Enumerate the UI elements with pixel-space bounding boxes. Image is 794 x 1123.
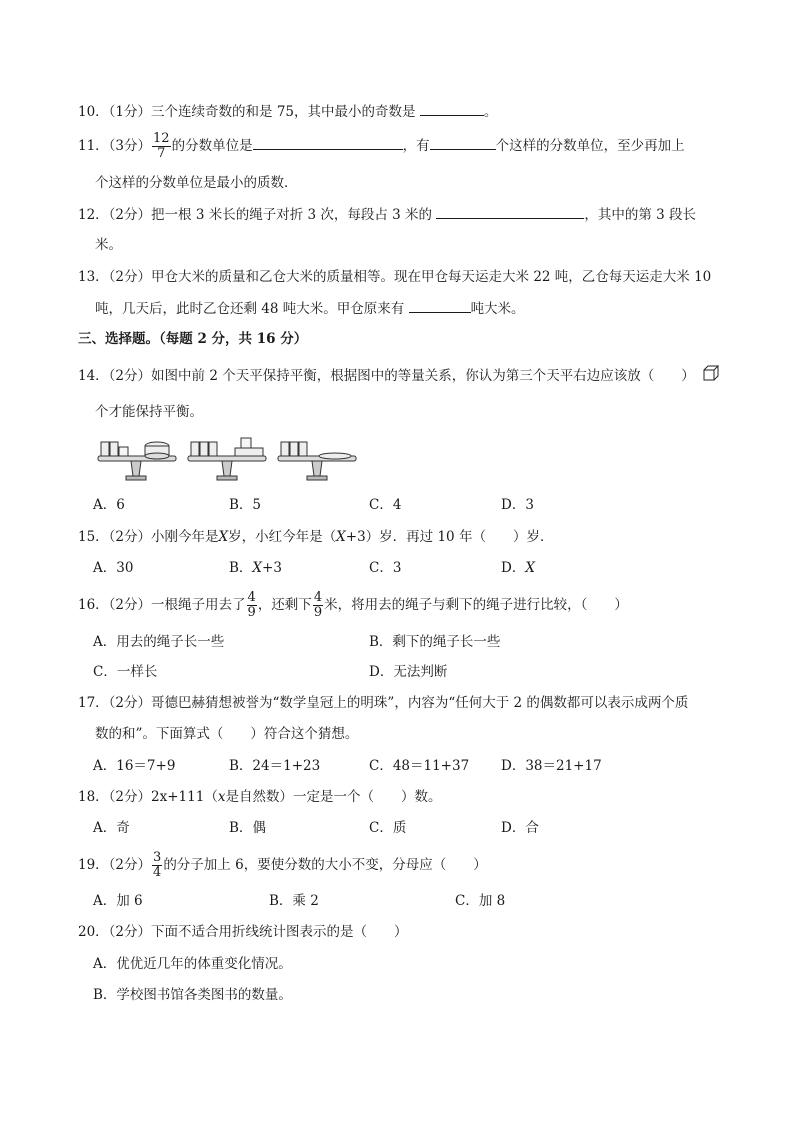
question-text: 是自然数）一定是一个（ ）数。 [225, 789, 442, 805]
question-text: 吨大米。 [470, 301, 525, 317]
question-text: ，有 [402, 138, 430, 154]
option-a[interactable]: A．30 [93, 560, 134, 576]
option-b[interactable]: B．乘 2 [269, 893, 319, 909]
question-text: 的分子加上 6，要使分数的大小不变，分母应（ ） [163, 857, 487, 873]
option-a[interactable]: A．优优近几年的体重变化情况。 [93, 956, 292, 972]
answer-blank[interactable] [253, 135, 403, 150]
question-text: 下面不适合用折线统计图表示的是（ ） [151, 924, 408, 940]
option-c[interactable]: C．4 [369, 497, 402, 513]
question-16 [78, 591, 628, 620]
option-a[interactable]: A．用去的绳子长一些 [93, 634, 225, 650]
question-11 [78, 132, 685, 161]
answer-blank[interactable] [420, 101, 484, 116]
fraction: $\frac{12}{7}$ [153, 131, 170, 161]
question-12 [78, 204, 696, 225]
variable: x [217, 789, 226, 805]
question-text: 哥德巴赫猜想被誉为“数学皇冠上的明珠”，内容为“任何大于 2 的偶数都可以表示成两个质 [151, 695, 689, 711]
question-text: ，还剩下 [257, 597, 312, 613]
answer-blank[interactable] [430, 135, 496, 150]
question-14-cont: 个才能保持平衡。 [95, 404, 203, 420]
question-14 [78, 366, 695, 386]
option-b[interactable]: B．24＝1+23 [229, 758, 321, 774]
question-18 [78, 787, 441, 807]
option-b[interactable]: B．学校图书馆各类图书的数量。 [93, 987, 292, 1003]
question-text: ，其中的第 3 段长 [584, 207, 697, 223]
question-text: 甲仓大米的质量和乙仓大米的质量相等。现在甲仓每天运走大米 22 吨，乙仓每天运走大米 10 [151, 269, 712, 285]
option-d[interactable]: D．X [501, 560, 535, 576]
question-number: 18．（2分） [78, 789, 152, 805]
variable: X [218, 529, 229, 545]
question-number: 14．（2分） [78, 368, 152, 384]
question-text: 米，将用去的绳子与剩下的绳子进行比较，（ ） [324, 597, 628, 613]
question-10 [78, 101, 497, 122]
question-11-cont: 个这样的分数单位是最小的质数． [95, 175, 298, 191]
question-text: 一根绳子用去了 [151, 597, 246, 613]
question-number: 19．（2分） [78, 857, 152, 873]
question-text: 的分数单位是 [171, 138, 253, 154]
option-d[interactable]: D．无法判断 [369, 664, 448, 680]
variable: X [336, 529, 346, 545]
option-b[interactable]: B．X+3 [229, 560, 282, 576]
question-text: 小刚今年是 [151, 529, 219, 545]
option-a[interactable]: A．加 6 [93, 893, 143, 909]
option-c[interactable]: C．质 [369, 820, 407, 836]
question-12-cont: 米。 [95, 237, 122, 253]
question-13-cont [95, 298, 525, 319]
question-text: 岁，小红今年是（ [228, 529, 337, 545]
question-text: 2x+111（ [151, 789, 218, 805]
option-c[interactable]: C．加 8 [455, 893, 506, 909]
balance-scale-3 [278, 442, 356, 480]
question-number: 17．（2分） [78, 695, 152, 711]
question-number: 11．（3分） [78, 138, 152, 154]
option-a[interactable]: A．6 [93, 497, 125, 513]
option-c[interactable]: C．一样长 [93, 664, 158, 680]
question-17-cont: 数的和”。下面算式（ ）符合这个猜想。 [95, 726, 359, 742]
option-a[interactable]: A．奇 [93, 820, 130, 836]
option-d[interactable]: D．3 [501, 497, 534, 513]
question-text: 吨，几天后，此时乙仓还剩 48 吨大米。甲仓原来有 [95, 301, 405, 317]
option-c[interactable]: C．3 [369, 560, 402, 576]
question-20 [78, 922, 408, 942]
question-text: +3）岁．再过 10 年（ ）岁． [345, 529, 554, 545]
balance-scales-figure [95, 430, 360, 486]
question-13 [78, 267, 711, 287]
question-15 [78, 527, 553, 547]
option-d[interactable]: D．合 [501, 820, 539, 836]
cube-icon [702, 364, 720, 382]
section-heading: 三、选择题。（每题 2 分，共 16 分） [78, 331, 308, 347]
question-17 [78, 693, 688, 713]
fraction: $\frac{4}{9}$ [313, 590, 323, 620]
option-b[interactable]: B．5 [229, 497, 262, 513]
answer-blank[interactable] [409, 298, 471, 313]
option-b[interactable]: B．剩下的绳子长一些 [369, 634, 501, 650]
question-text: 如图中前 2 个天平保持平衡，根据图中的等量关系，你认为第三个天平右边应该放（ ） [151, 368, 695, 384]
option-c[interactable]: C．48＝11+37 [369, 758, 470, 774]
balance-scale-2 [188, 438, 266, 480]
question-number: 16．（2分） [78, 597, 152, 613]
fraction: $\frac{3}{4}$ [153, 850, 162, 880]
question-number: 13．（2分） [78, 269, 152, 285]
question-number: 10．（1分） [78, 104, 152, 120]
question-number: 12．（2分） [78, 207, 152, 223]
option-b[interactable]: B．偶 [229, 820, 266, 836]
answer-blank[interactable] [436, 204, 584, 219]
option-d[interactable]: D．38＝21+17 [501, 758, 602, 774]
question-number: 15．（2分） [78, 529, 152, 545]
question-text: 个这样的分数单位，至少再加上 [495, 138, 685, 154]
option-a[interactable]: A．16＝7+9 [93, 758, 176, 774]
balance-scale-1 [98, 442, 176, 480]
question-19 [78, 851, 487, 880]
punct: 。 [483, 104, 498, 120]
question-text: 三个连续奇数的和是 75，其中最小的奇数是 [151, 104, 416, 120]
question-number: 20．（2分） [78, 924, 152, 940]
fraction: $\frac{4}{9}$ [247, 590, 256, 620]
question-text: 把一根 3 米长的绳子对折 3 次，每段占 3 米的 [151, 207, 433, 223]
